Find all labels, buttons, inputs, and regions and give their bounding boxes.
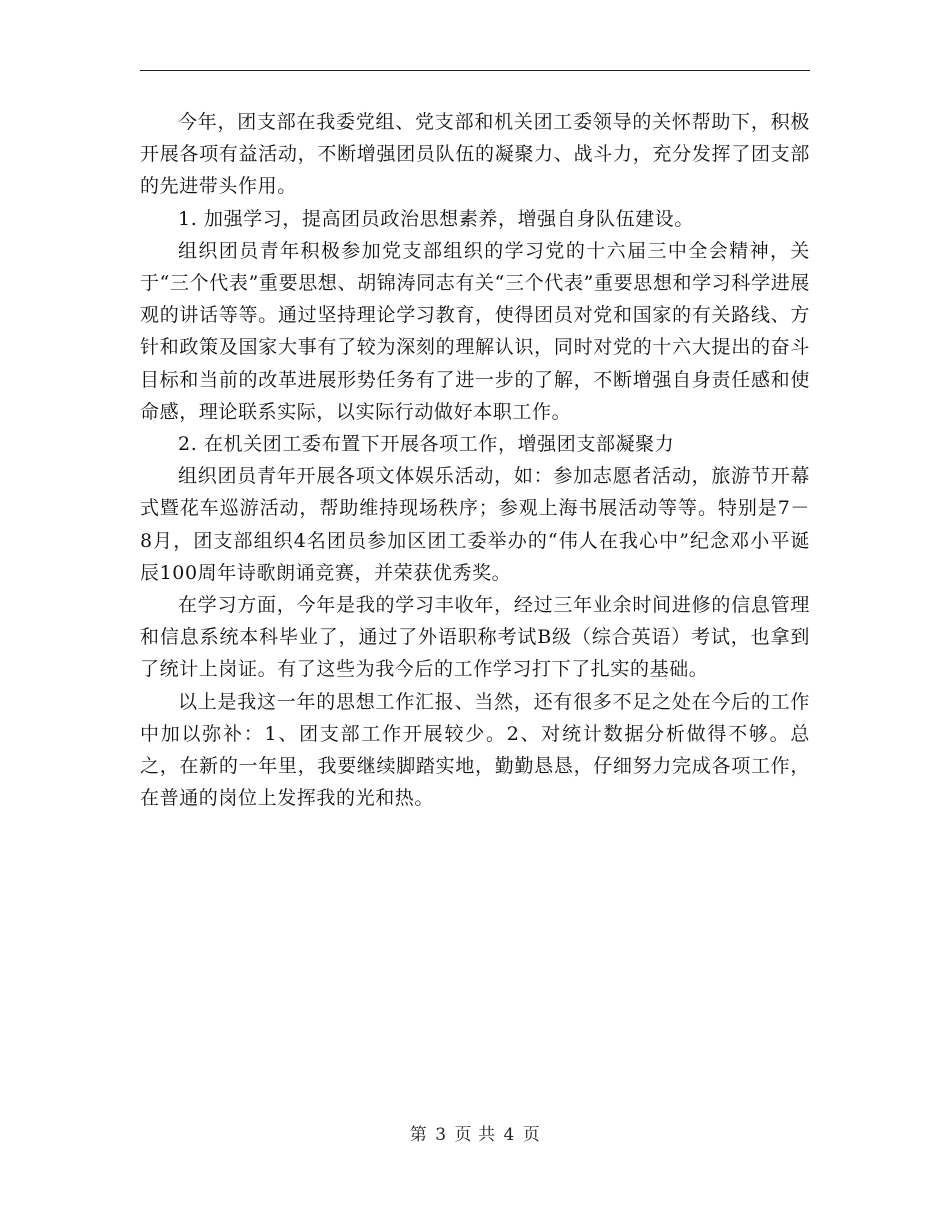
paragraph-summary: 以上是我这一年的思想工作汇报、当然，还有很多不足之处在今后的工作中加以弥补：1、团支部工作开展较少。2、对统计数据分析做得不够。总之，在新的一年里，我要继续脚踏实地，勤勤恳恳，仔细努力完成各项工作，在普通的岗位上发挥我的光和热。 <box>140 690 810 810</box>
document-body <box>140 106 810 814</box>
paragraph-study: 组织团员青年积极参加党支部组织的学习党的十六届三中全会精神，关于“三个代表”重要思想、胡锦涛同志有关“三个代表”重要思想和学习科学进展观的讲话等等。通过坚持理论学习教育，使得团员对党和国家的有关路线、方针和政策及国家大事有了较为深刻的理解认识，同时对党的十六大提出的奋斗目标和当前的改革进展形势任务有了进一步的了解，不断增强自身责任感和使命感，理论联系实际，以实际行动做好本职工作。 <box>140 239 810 423</box>
paragraph-activities: 组织团员青年开展各项文体娱乐活动，如：参加志愿者活动，旅游节开幕式暨花车巡游活动，帮助维持现场秩序；参观上海书展活动等等。特别是7－8月，团支部组织4名团员参加区团工委举办的“伟人在我心中”纪念邓小平诞辰100周年诗歌朗诵竞赛，并荣获优秀奖。 <box>140 465 810 584</box>
section-heading-1: 1. 加强学习，提高团员政治思想素养，增强自身队伍建设。 <box>178 207 694 230</box>
footer-middle: 页 共 <box>454 1125 496 1145</box>
section-heading-2: 2. 在机关团工委布置下开展各项工作，增强团支部凝聚力 <box>178 433 675 456</box>
footer-total-pages: 4 <box>503 1125 515 1145</box>
page-footer <box>0 1120 950 1145</box>
paragraph-intro: 今年，团支部在我委党组、党支部和机关团工委领导的关怀帮助下，积极开展各项有益活动，不断增强团员队伍的凝聚力、战斗力，充分发挥了团支部的先进带头作用。 <box>140 111 810 198</box>
header-rule <box>140 70 810 71</box>
footer-prefix: 第 <box>409 1125 428 1145</box>
footer-suffix: 页 <box>522 1125 541 1145</box>
paragraph-learning: 在学习方面，今年是我的学习丰收年，经过三年业余时间进修的信息管理和信息系统本科毕业了，通过了外语职称考试B级（综合英语）考试，也拿到了统计上岗证。有了这些为我今后的工作学习打下了扎实的基础。 <box>140 594 810 681</box>
footer-current-page: 3 <box>435 1125 447 1145</box>
